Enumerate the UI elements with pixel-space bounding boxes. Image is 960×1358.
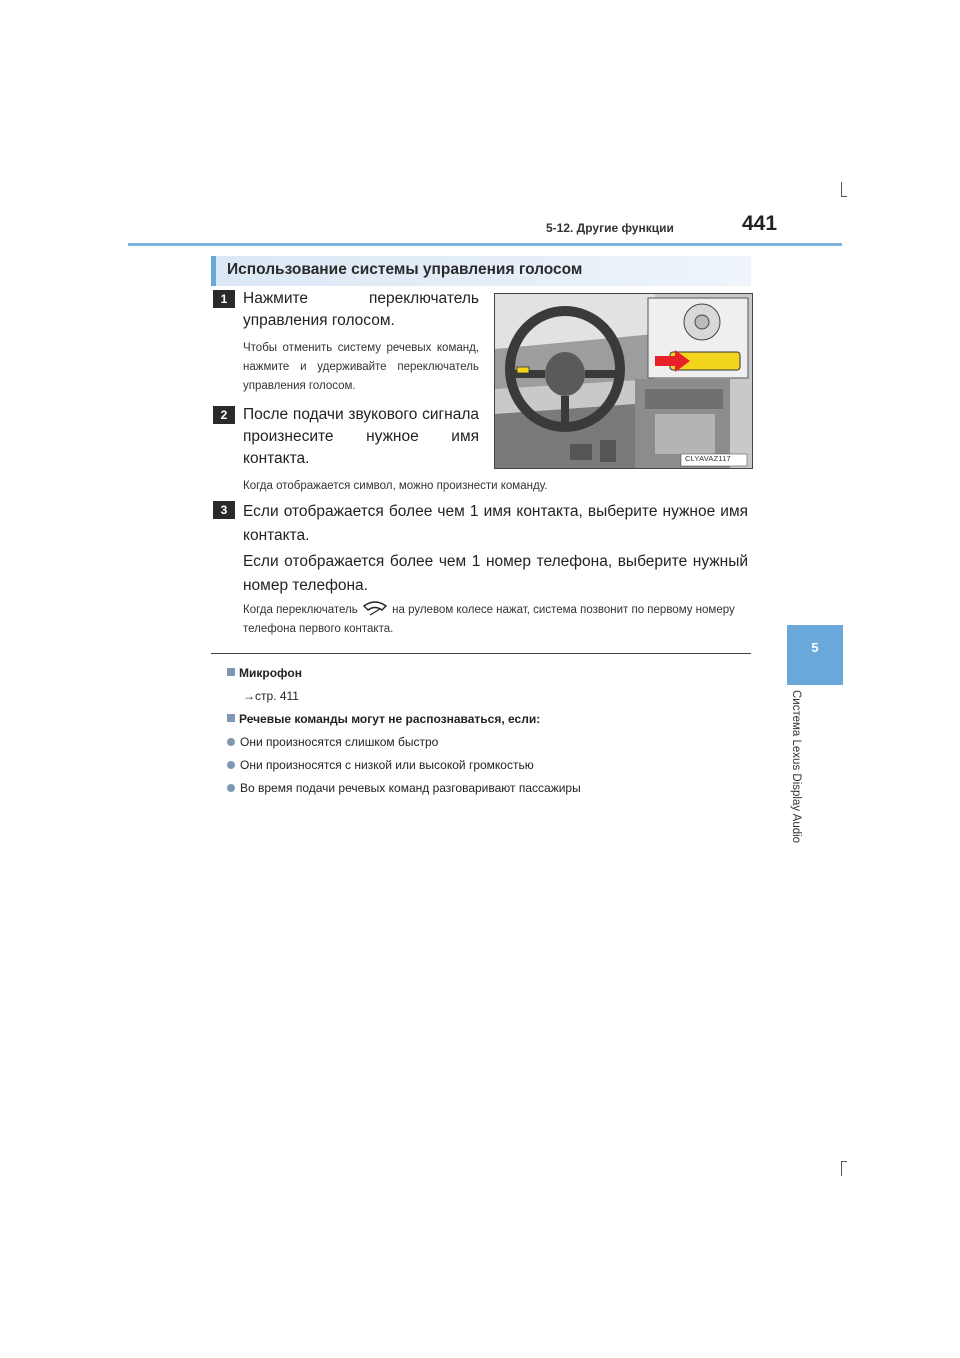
- recog-item-3: Во время подачи речевых команд разговаривают пассажиры: [227, 781, 581, 795]
- section-title: 5-12. Другие функции: [546, 221, 674, 235]
- recog-item-1: Они произносятся слишком быстро: [227, 735, 438, 749]
- step-2-text: После подачи звукового сигнала произнесите нужное имя контакта.: [243, 406, 479, 467]
- mic-heading: Микрофон: [227, 666, 302, 680]
- step-3-text: Если отображается более чем 1 имя контакта, выберите нужное имя контакта.: [243, 503, 748, 544]
- crop-mark: [841, 1161, 842, 1176]
- round-bullet-icon: [227, 761, 235, 769]
- mic-ref: →стр. 411: [243, 689, 299, 703]
- step-1-text: Нажмите переключатель управления голосом.: [243, 290, 479, 329]
- recog-heading: Речевые команды могут не распознаваться, если:: [227, 712, 540, 726]
- step-3-note-after: на рулевом колесе нажат, система позвонит по первому номеру телефона первого контакта.: [243, 604, 735, 635]
- page-number: 441: [742, 212, 778, 235]
- steering-wheel-illustration: [494, 293, 753, 469]
- step-number-2: 2: [213, 406, 235, 424]
- chapter-tab: [787, 625, 843, 685]
- square-bullet-icon: [227, 668, 235, 676]
- round-bullet-icon: [227, 738, 235, 746]
- dashboard-drawing: [495, 294, 752, 468]
- crop-mark: [841, 182, 842, 197]
- phone-handset-icon: [361, 601, 389, 617]
- image-code: CLYAVAZ117: [685, 454, 731, 463]
- square-bullet-icon: [227, 714, 235, 722]
- step-3-note: [243, 601, 748, 639]
- step-number-3: 3: [213, 501, 235, 519]
- chapter-number: 5: [811, 640, 819, 655]
- divider: [211, 653, 751, 654]
- crop-mark: [841, 196, 847, 197]
- step-3-note-before: Когда переключатель: [243, 604, 358, 616]
- chapter-label: Система Lexus Display Audio: [790, 690, 802, 844]
- round-bullet-icon: [227, 784, 235, 792]
- step-3-text-2: Если отображается более чем 1 номер телефона, выберите нужный номер телефона.: [243, 553, 748, 594]
- section-heading: Использование системы управления голосом: [227, 261, 583, 278]
- step-number-1: 1: [213, 290, 235, 308]
- step-2-note: Когда отображается символ, можно произнести команду.: [243, 480, 548, 492]
- crop-mark: [841, 1161, 847, 1162]
- recog-item-2: Они произносятся с низкой или высокой громкостью: [227, 758, 534, 772]
- header-rule: [128, 243, 842, 246]
- section-heading-accent: [211, 256, 216, 286]
- step-1-note: Чтобы отменить систему речевых команд, нажмите и удерживайте переключатель управления голосом.: [243, 342, 479, 392]
